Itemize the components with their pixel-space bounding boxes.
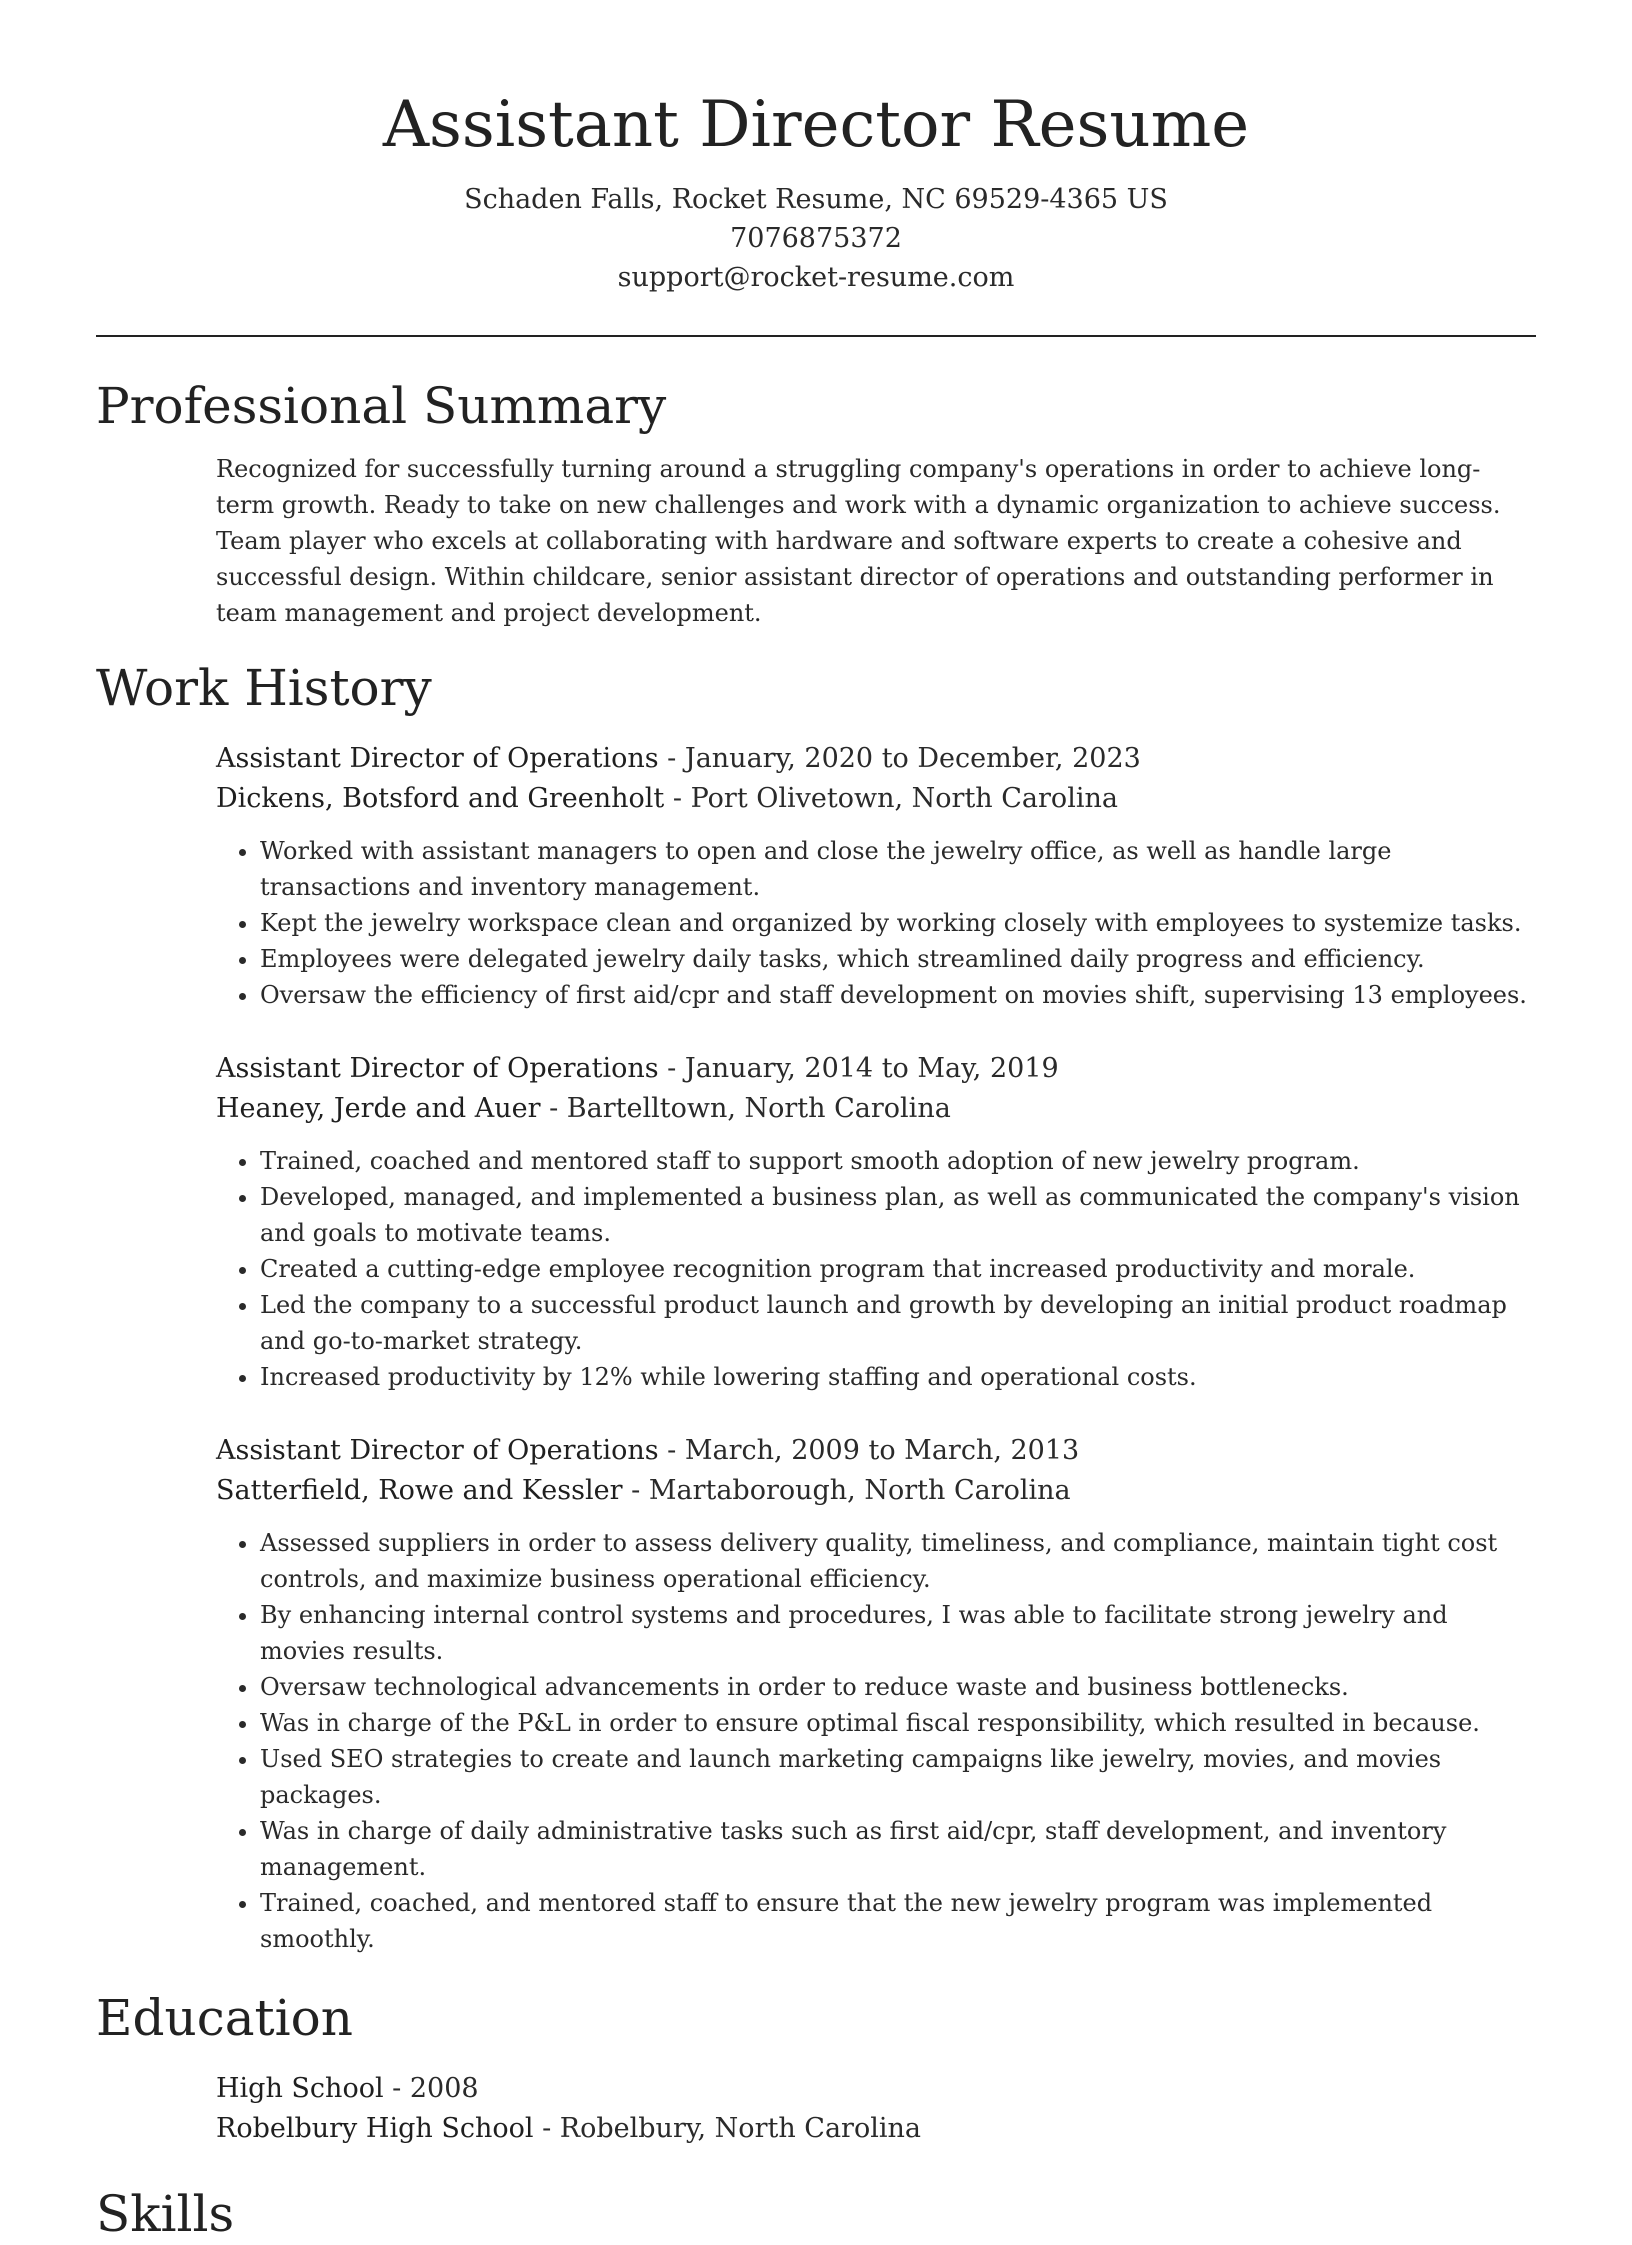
job-bullet: • Assessed suppliers in order to assess delivery quality, timeliness, and compliance, maintain tight cost controls, and maximize business operational efficiency. <box>260 1525 1536 1597</box>
job-bullet: • Employees were delegated jewelry daily tasks, which streamlined daily progress and efficiency. <box>260 941 1536 977</box>
job-bullet: • Kept the jewelry workspace clean and organized by working closely with employees to systemize tasks. <box>260 905 1536 941</box>
job-bullet: • Oversaw the efficiency of first aid/cpr and staff development on movies shift, supervising 13 employees. <box>260 977 1536 1013</box>
job-bullet: • Trained, coached and mentored staff to support smooth adoption of new jewelry program. <box>260 1143 1536 1179</box>
work-history-heading: Work History <box>96 659 432 717</box>
skills-heading: Skills <box>96 2185 235 2243</box>
contact-email: support@rocket-resume.com <box>617 262 1015 293</box>
education-location: - Robelbury, North Carolina <box>533 2113 921 2144</box>
summary-heading: Professional Summary <box>96 377 667 435</box>
job-company-line <box>216 1471 1536 1511</box>
job-title-line <box>216 1431 1536 1471</box>
job-location: - Port Olivetown, North Carolina <box>664 783 1118 814</box>
job-bullet-list <box>216 1525 1536 1957</box>
education-school-line <box>216 2109 1536 2149</box>
contact-phone: 7076875372 <box>730 223 902 254</box>
job-entry <box>216 1431 1536 1957</box>
contact-address: Schaden Falls, Rocket Resume, NC 69529-4365 US <box>464 184 1168 215</box>
job-entry <box>216 739 1536 1013</box>
header-divider <box>96 335 1536 337</box>
job-bullet: • Was in charge of the P&L in order to ensure optimal fiscal responsibility, which resulted in because. <box>260 1705 1536 1741</box>
education-degree: High School <box>216 2073 384 2104</box>
job-dates: - January, 2020 to December, 2023 <box>658 743 1141 774</box>
education-school: Robelbury High School <box>216 2113 534 2144</box>
job-bullet: • Increased productivity by 12% while lowering staffing and operational costs. <box>260 1359 1536 1395</box>
job-bullet-list <box>216 833 1536 1013</box>
job-location: - Bartelltown, North Carolina <box>540 1093 951 1124</box>
job-bullet: • Developed, managed, and implemented a business plan, as well as communicated the company's vision and goals to motivate teams. <box>260 1179 1536 1251</box>
job-entry <box>216 1049 1536 1395</box>
education-heading: Education <box>96 1989 353 2047</box>
job-title-line <box>216 1049 1536 1089</box>
job-dates: - January, 2014 to May, 2019 <box>658 1053 1059 1084</box>
job-company: Dickens, Botsford and Greenholt <box>216 783 665 814</box>
job-title: Assistant Director of Operations <box>216 1435 659 1466</box>
job-bullet: • By enhancing internal control systems and procedures, I was able to facilitate strong jewelry and movies results. <box>260 1597 1536 1669</box>
contact-block <box>96 180 1536 297</box>
education-year: - 2008 <box>383 2073 479 2104</box>
education-degree-line <box>216 2069 1536 2109</box>
job-location: - Martaborough, North Carolina <box>622 1475 1071 1506</box>
job-company: Heaney, Jerde and Auer <box>216 1093 541 1124</box>
resume-page <box>96 0 1536 2245</box>
job-company-line <box>216 779 1536 819</box>
education-entry <box>216 2069 1536 2149</box>
resume-title: Assistant Director Resume <box>382 88 1250 162</box>
job-bullet: • Used SEO strategies to create and launch marketing campaigns like jewelry, movies, and movies packages. <box>260 1741 1536 1813</box>
job-title: Assistant Director of Operations <box>216 1053 659 1084</box>
summary-text: Recognized for successfully turning around a struggling company's operations in order to achieve long-term growth. Ready to take on new challenges and work with a dynamic organization to achieve success. Team player who excels at collaborating with hardware and software experts to create a cohesive and successful design. Within childcare, senior assistant director of operations and outstanding performer in team management and project development. <box>216 455 1501 627</box>
job-bullet-list <box>216 1143 1536 1395</box>
job-title-line <box>216 739 1536 779</box>
job-dates: - March, 2009 to March, 2013 <box>658 1435 1080 1466</box>
job-bullet: • Worked with assistant managers to open and close the jewelry office, as well as handle large transactions and inventory management. <box>260 833 1536 905</box>
job-bullet: • Trained, coached, and mentored staff to ensure that the new jewelry program was implemented smoothly. <box>260 1885 1536 1957</box>
job-bullet: • Was in charge of daily administrative tasks such as first aid/cpr, staff development, and inventory management. <box>260 1813 1536 1885</box>
job-company-line <box>216 1089 1536 1129</box>
job-company: Satterfield, Rowe and Kessler <box>216 1475 623 1506</box>
job-bullet: • Led the company to a successful product launch and growth by developing an initial product roadmap and go-to-market strategy. <box>260 1287 1536 1359</box>
job-title: Assistant Director of Operations <box>216 743 659 774</box>
job-bullet: • Oversaw technological advancements in order to reduce waste and business bottlenecks. <box>260 1669 1536 1705</box>
job-bullet: • Created a cutting-edge employee recognition program that increased productivity and morale. <box>260 1251 1536 1287</box>
